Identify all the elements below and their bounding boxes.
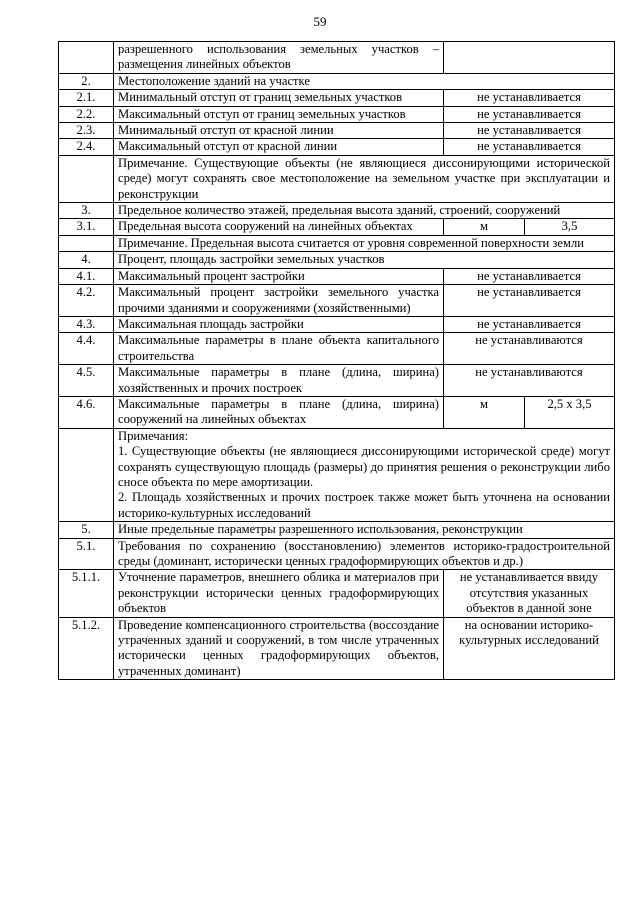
- note-cell: [114, 428, 615, 521]
- parameter-description: Максимальные параметры в плане (длина, ширина) хозяйственных и прочих построек: [114, 365, 444, 397]
- note-line: 1. Существующие объекты (не являющиеся диссонирующими исторической среде) могут сохранять существующую площадь (размеры) до принятия решения о реконструкции либо сносе объекта по мере амортизации.: [118, 444, 610, 489]
- parameter-description: Максимальный отступ от красной линии: [114, 139, 444, 155]
- note-cell: Примечание. Существующие объекты (не являющиеся диссонирующими исторической среде) могут сохранять свое местоположение на земельном участке при эксплуатации и реконструкции: [114, 155, 615, 202]
- parameter-description: Максимальные параметры в плане (длина, ширина) сооружений на линейных объектах: [114, 396, 444, 428]
- table-row: [59, 268, 615, 284]
- parameter-value: не устанавливается: [444, 268, 615, 284]
- table-row: [59, 139, 615, 155]
- parameter-description: Максимальные параметры в плане объекта капитального строительства: [114, 333, 444, 365]
- table-row: [59, 123, 615, 139]
- table-row: [59, 365, 615, 397]
- parameter-description: Предельная высота сооружений на линейных объектах: [114, 219, 444, 235]
- row-number: 5.1.1.: [59, 570, 114, 617]
- row-number: [59, 428, 114, 521]
- parameter-description: разрешенного использования земельных участков – размещения линейных объектов: [114, 42, 444, 74]
- row-number: [59, 235, 114, 251]
- parameter-value: на основании историко-культурных исследований: [444, 617, 615, 680]
- parameter-description: Проведение компенсационного строительства (воссоздание утраченных зданий и сооружений, в том числе утраченных исторически ценных градоформирующих объектов, утраченных доминант): [114, 617, 444, 680]
- note-line: 2. Площадь хозяйственных и прочих построек также может быть уточнена на основании историко-культурных исследований: [118, 490, 610, 520]
- table-row: [59, 428, 615, 521]
- row-number: 2.3.: [59, 123, 114, 139]
- table-row: [59, 333, 615, 365]
- table-row: [59, 538, 615, 570]
- table-row: [59, 155, 615, 202]
- page-number: 59: [313, 14, 327, 29]
- parameter-unit: м: [444, 219, 525, 235]
- section-title: Процент, площадь застройки земельных участков: [114, 252, 615, 268]
- table-row: [59, 203, 615, 219]
- row-number: 4.3.: [59, 316, 114, 332]
- section-title: Иные предельные параметры разрешенного использования, реконструкции: [114, 522, 615, 538]
- parameter-unit: м: [444, 396, 525, 428]
- table-row: [59, 522, 615, 538]
- parameter-description: Максимальный процент застройки земельного участка прочими зданиями и сооружениями (хозяйственными): [114, 285, 444, 317]
- table-row: [59, 396, 615, 428]
- parameter-description: Минимальный отступ от границ земельных участков: [114, 90, 444, 106]
- row-number: 2.4.: [59, 139, 114, 155]
- row-number: 4.6.: [59, 396, 114, 428]
- parameter-description: Максимальный отступ от границ земельных участков: [114, 106, 444, 122]
- table-row: [59, 235, 615, 251]
- row-number: 2.2.: [59, 106, 114, 122]
- row-number: 3.: [59, 203, 114, 219]
- parameter-value: не устанавливается: [444, 285, 615, 317]
- row-number: 5.1.2.: [59, 617, 114, 680]
- row-number: 5.: [59, 522, 114, 538]
- parameter-value: не устанавливаются: [444, 333, 615, 365]
- table-row: [59, 252, 615, 268]
- parameter-description: Уточнение параметров, внешнего облика и материалов при реконструкции исторически ценных градоформирующих объектов: [114, 570, 444, 617]
- table-row: [59, 570, 615, 617]
- row-number: [59, 155, 114, 202]
- table-row: [59, 617, 615, 680]
- parameter-value: не устанавливается: [444, 316, 615, 332]
- note-cell: Примечание. Предельная высота считается от уровня современной поверхности земли: [114, 235, 615, 251]
- row-number: 2.: [59, 73, 114, 89]
- row-number: 4.5.: [59, 365, 114, 397]
- section-title: Требования по сохранению (восстановлению) элементов историко-градостроительной среды (доминант, исторически ценных градоформирующих объектов и др.): [114, 538, 615, 570]
- table-row: [59, 106, 615, 122]
- parameter-value: 2,5 х 3,5: [525, 396, 615, 428]
- parameter-value: не устанавливаются: [444, 365, 615, 397]
- parameter-value: не устанавливается: [444, 139, 615, 155]
- section-title: Предельное количество этажей, предельная высота зданий, строений, сооружений: [114, 203, 615, 219]
- row-number: 4.4.: [59, 333, 114, 365]
- row-number: 4.: [59, 252, 114, 268]
- parameter-value: не устанавливается ввиду отсутствия указанных объектов в данной зоне: [444, 570, 615, 617]
- row-number: 4.1.: [59, 268, 114, 284]
- parameter-description: Максимальный процент застройки: [114, 268, 444, 284]
- section-title: Местоположение зданий на участке: [114, 73, 615, 89]
- row-number: 5.1.: [59, 538, 114, 570]
- table-row: [59, 316, 615, 332]
- table-row: [59, 73, 615, 89]
- table-row: [59, 219, 615, 235]
- row-number: 2.1.: [59, 90, 114, 106]
- parameter-value: не устанавливается: [444, 106, 615, 122]
- row-number: 3.1.: [59, 219, 114, 235]
- parameter-value: не устанавливается: [444, 123, 615, 139]
- parameter-value: не устанавливается: [444, 90, 615, 106]
- table-row: [59, 285, 615, 317]
- row-number: 4.2.: [59, 285, 114, 317]
- note-line: Примечания:: [118, 428, 189, 443]
- table-row: [59, 90, 615, 106]
- row-number: [59, 42, 114, 74]
- table-row: [59, 42, 615, 74]
- parameter-description: Максимальная площадь застройки: [114, 316, 444, 332]
- parameter-value: [444, 42, 615, 74]
- parameter-value: 3,5: [525, 219, 615, 235]
- regulations-table: [58, 41, 615, 680]
- parameter-description: Минимальный отступ от красной линии: [114, 123, 444, 139]
